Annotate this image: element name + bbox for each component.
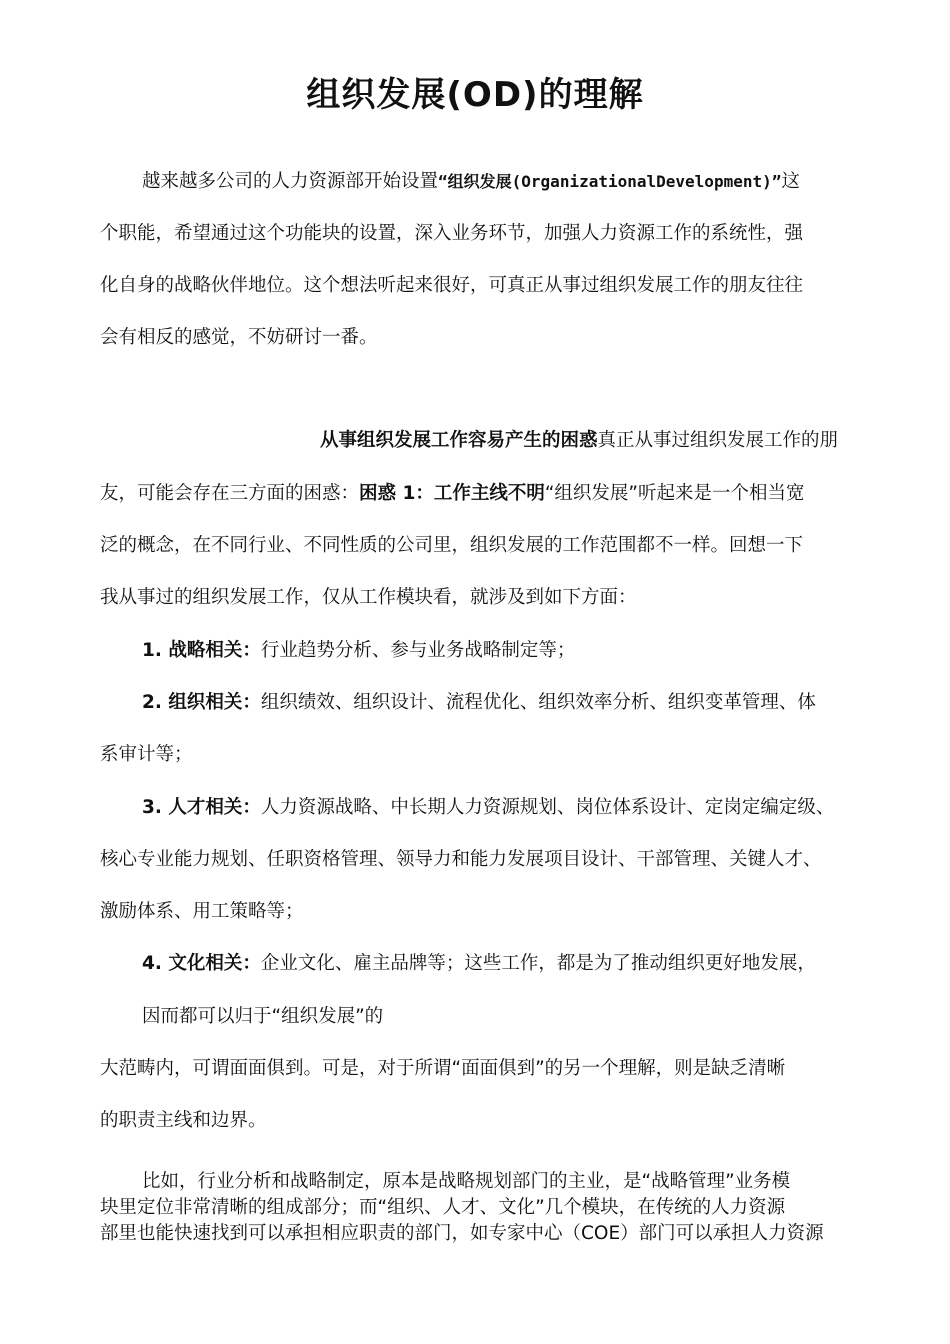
list-item-text: 人力资源战略、中长期人力资源规划、岗位体系设计、定岗定编定级、	[260, 797, 835, 818]
final-line-1: 比如，行业分析和战略制定，原本是战略规划部门的主业，是“战略管理”业务模	[142, 1171, 791, 1192]
section-line-2	[100, 482, 805, 506]
list-item-text: 企业文化、雇主品牌等；这些工作，都是为了推动组织更好地发展，	[260, 953, 816, 974]
document-title: 组织发展(OD)的理解	[306, 75, 644, 115]
list-item-4	[142, 952, 816, 976]
section-text: “组织发展”听起来是一个相当宽	[544, 483, 805, 504]
section-heading: 从事组织发展工作容易产生的困惑	[320, 430, 598, 451]
section-text: 友，可能会存在三方面的困惑：	[100, 483, 360, 504]
section-text: 真正从事过组织发展工作的朋	[597, 430, 839, 451]
section-line-4: 我从事过的组织发展工作，仅从工作模块看，就涉及到如下方面：	[100, 587, 637, 608]
list-item-label: 4. 文化相关：	[142, 953, 261, 974]
od-term: “组织发展(OrganizationalDevelopment)”	[438, 172, 782, 191]
list-item-label: 1. 战略相关：	[142, 640, 261, 661]
intro-line-4: 会有相反的感觉，不妨研讨一番。	[100, 327, 378, 348]
list-item-3	[142, 796, 834, 820]
intro-text: 这	[781, 171, 800, 192]
section-line-1	[320, 429, 838, 453]
after-line-3: 的职责主线和边界。	[100, 1110, 267, 1131]
list-item-label: 2. 组织相关：	[142, 692, 261, 713]
confusion-1-label: 困惑 1：工作主线不明	[359, 483, 545, 504]
list-item-text: 行业趋势分析、参与业务战略制定等；	[260, 640, 576, 661]
section-line-3: 泛的概念，在不同行业、不同性质的公司里，组织发展的工作范围都不一样。回想一下	[100, 535, 804, 556]
intro-line-1	[142, 170, 800, 194]
list-item-1	[142, 639, 575, 663]
list-item-3-cont-2: 激励体系、用工策略等；	[100, 901, 304, 922]
intro-line-2: 个职能，希望通过这个功能块的设置，深入业务环节，加强人力资源工作的系统性，强	[100, 223, 804, 244]
list-item-2-cont: 系审计等；	[100, 744, 193, 765]
after-line-1: 因而都可以归于“组织发展”的	[142, 1006, 384, 1027]
after-line-2: 大范畴内，可谓面面俱到。可是，对于所谓“面面俱到”的另一个理解，则是缺乏清晰	[100, 1058, 786, 1079]
list-item-label: 3. 人才相关：	[142, 797, 261, 818]
list-item-3-cont-1: 核心专业能力规划、任职资格管理、领导力和能力发展项目设计、干部管理、关键人才、	[100, 849, 822, 870]
list-item-2	[142, 691, 816, 715]
intro-line-3: 化自身的战略伙伴地位。这个想法听起来很好，可真正从事过组织发展工作的朋友往往	[100, 275, 804, 296]
intro-text: 越来越多公司的人力资源部开始设置	[142, 171, 439, 192]
list-item-text: 组织绩效、组织设计、流程优化、组织效率分析、组织变革管理、体	[260, 692, 816, 713]
final-line-2: 块里定位非常清晰的组成部分；而“组织、人才、文化”几个模块，在传统的人力资源	[100, 1197, 786, 1218]
final-line-3: 部里也能快速找到可以承担相应职责的部门，如专家中心（COE）部门可以承担人力资源	[100, 1223, 824, 1244]
